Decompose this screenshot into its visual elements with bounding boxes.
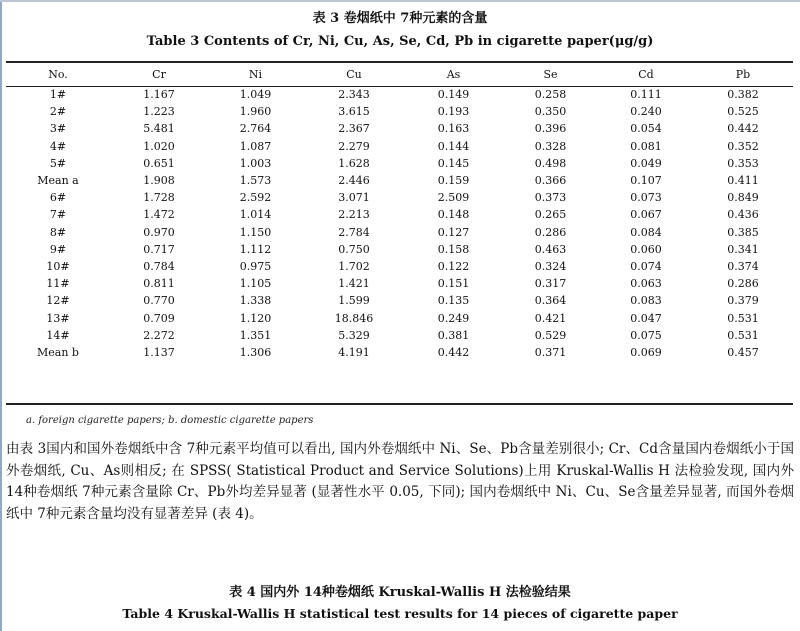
table-cell: 1.120 xyxy=(239,311,272,325)
table-cell: 0.151 xyxy=(437,277,470,291)
row-label: 4# xyxy=(49,139,67,153)
table-cell: 0.240 xyxy=(630,105,662,119)
column-header: Cu xyxy=(346,67,362,81)
table-row xyxy=(6,120,793,137)
table-cell: 1.223 xyxy=(143,105,175,119)
left-border xyxy=(0,0,2,631)
table-cell: 3.615 xyxy=(338,105,370,119)
table-cell: 0.709 xyxy=(143,311,175,325)
table-cell: 0.975 xyxy=(239,259,272,273)
table-cell: 2.213 xyxy=(338,208,370,222)
table-row xyxy=(6,189,793,206)
table-cell: 0.784 xyxy=(143,259,175,273)
table-cell: 5.329 xyxy=(338,328,370,342)
table-row xyxy=(6,172,793,189)
table-cell: 0.463 xyxy=(534,242,567,256)
table-cell: 0.148 xyxy=(437,208,470,222)
table-cell: 0.442 xyxy=(437,345,470,359)
table-cell: 1.112 xyxy=(239,242,272,256)
table-cell: 1.137 xyxy=(143,345,175,359)
table-cell: 0.249 xyxy=(437,311,470,325)
table-cell: 0.265 xyxy=(534,208,567,222)
table-cell: 0.145 xyxy=(437,156,470,170)
table-cell: 4.191 xyxy=(338,345,370,359)
table3-caption-en: Table 3 Contents of Cr, Ni, Cu, As, Se, Cd, Pb in cigarette paper(μg/g) xyxy=(146,34,654,49)
table-cell: 0.374 xyxy=(727,259,759,273)
table-cell: 1.908 xyxy=(143,174,175,188)
table-cell: 0.385 xyxy=(727,225,759,239)
column-header: Pb xyxy=(735,67,751,81)
table-cell: 0.498 xyxy=(534,156,567,170)
table-cell: 0.258 xyxy=(534,88,567,102)
table-cell: 0.379 xyxy=(727,294,759,308)
row-label: Mean a xyxy=(37,174,79,188)
row-label: 1# xyxy=(49,88,67,102)
table-cell: 0.352 xyxy=(727,139,759,153)
table-cell: 2.367 xyxy=(338,122,370,136)
table-cell: 1.728 xyxy=(143,191,175,205)
table-cell: 0.135 xyxy=(437,294,470,308)
row-label: 12# xyxy=(46,294,70,308)
table-cell: 0.149 xyxy=(437,88,470,102)
table-cell: 1.628 xyxy=(338,156,370,170)
table-row xyxy=(6,155,793,172)
table-cell: 0.286 xyxy=(534,225,567,239)
table-cell: 1.573 xyxy=(239,174,272,188)
table-cell: 0.717 xyxy=(143,242,175,256)
row-label: 2# xyxy=(49,105,67,119)
table-cell: 2.272 xyxy=(143,328,175,342)
table-cell: 5.481 xyxy=(143,122,175,136)
table-cell: 0.069 xyxy=(630,345,662,359)
table-cell: 0.750 xyxy=(338,242,370,256)
row-label: 5# xyxy=(49,156,67,170)
table-cell: 0.144 xyxy=(437,139,470,153)
table-cell: 1.960 xyxy=(239,105,272,119)
table-cell: 0.317 xyxy=(534,277,567,291)
table-cell: 0.084 xyxy=(630,225,662,239)
table-cell: 0.442 xyxy=(727,122,759,136)
table-cell: 1.306 xyxy=(239,345,272,359)
table-cell: 0.531 xyxy=(727,328,759,342)
table-row xyxy=(6,86,793,103)
table-cell: 0.063 xyxy=(630,277,662,291)
table-cell: 0.047 xyxy=(630,311,662,325)
table-cell: 0.074 xyxy=(630,259,662,273)
table-cell: 0.811 xyxy=(143,277,175,291)
table-cell: 0.049 xyxy=(630,156,662,170)
table-cell: 1.351 xyxy=(239,328,272,342)
table-cell: 0.396 xyxy=(534,122,567,136)
table-cell: 1.087 xyxy=(239,139,272,153)
row-label: 6# xyxy=(49,191,67,205)
table-cell: 0.525 xyxy=(727,105,759,119)
row-label: 8# xyxy=(49,225,67,239)
table4-caption-cn: 表 4 国内外 14种卷烟纸 Kruskal-Wallis H 法检验结果 xyxy=(229,585,571,600)
table-cell: 2.279 xyxy=(338,139,370,153)
row-label: 9# xyxy=(49,242,67,256)
table-cell: 3.071 xyxy=(338,191,370,205)
table-cell: 0.529 xyxy=(534,328,567,342)
table-cell: 2.784 xyxy=(338,225,370,239)
column-header: As xyxy=(446,67,461,81)
table-row xyxy=(6,327,793,344)
table-cell: 1.105 xyxy=(239,277,272,291)
table-row xyxy=(6,344,793,361)
table3-body xyxy=(6,86,793,361)
table-row xyxy=(6,138,793,155)
table-cell: 1.472 xyxy=(143,208,175,222)
table-cell: 0.163 xyxy=(437,122,470,136)
row-label: Mean b xyxy=(37,345,79,359)
table-cell: 0.371 xyxy=(534,345,567,359)
table-cell: 1.014 xyxy=(239,208,272,222)
table-cell: 0.373 xyxy=(534,191,567,205)
table-cell: 0.075 xyxy=(630,328,662,342)
table3 xyxy=(6,62,793,361)
table3-header-row xyxy=(6,62,793,86)
table-cell: 0.350 xyxy=(534,105,567,119)
top-border xyxy=(0,0,800,2)
table-row xyxy=(6,258,793,275)
table-cell: 0.083 xyxy=(630,294,662,308)
table-cell: 0.364 xyxy=(534,294,567,308)
table-cell: 0.111 xyxy=(630,88,662,102)
table-cell: 0.970 xyxy=(143,225,175,239)
table-row xyxy=(6,275,793,292)
table-row xyxy=(6,241,793,258)
table-cell: 1.049 xyxy=(239,88,272,102)
row-label: 10# xyxy=(46,259,70,273)
table-cell: 0.054 xyxy=(630,122,662,136)
table-cell: 0.457 xyxy=(727,345,759,359)
table-cell: 0.353 xyxy=(727,156,759,170)
table-cell: 0.849 xyxy=(727,191,759,205)
table-cell: 0.382 xyxy=(727,88,759,102)
table-cell: 2.343 xyxy=(338,88,370,102)
table-cell: 0.366 xyxy=(534,174,567,188)
table-cell: 0.324 xyxy=(534,259,567,273)
column-header: No. xyxy=(48,67,68,81)
row-label: 3# xyxy=(49,122,67,136)
table-cell: 1.167 xyxy=(143,88,175,102)
table3-caption-cn: 表 3 卷烟纸中 7种元素的含量 xyxy=(312,11,488,26)
table-cell: 0.381 xyxy=(437,328,470,342)
table-cell: 0.651 xyxy=(143,156,175,170)
table-row xyxy=(6,292,793,309)
table-cell: 2.509 xyxy=(437,191,470,205)
table-cell: 18.846 xyxy=(334,311,374,325)
table4-caption-en: Table 4 Kruskal-Wallis H statistical test results for 14 pieces of cigarette paper xyxy=(122,606,678,621)
table-cell: 0.081 xyxy=(630,139,662,153)
table-row xyxy=(6,103,793,120)
table-cell: 0.159 xyxy=(437,174,470,188)
table-cell: 0.286 xyxy=(727,277,759,291)
table-row xyxy=(6,206,793,223)
row-label: 13# xyxy=(46,311,70,325)
table-cell: 0.436 xyxy=(727,208,759,222)
column-header: Ni xyxy=(248,67,263,81)
table-cell: 0.411 xyxy=(727,174,759,188)
table-cell: 0.328 xyxy=(534,139,567,153)
column-header: Cd xyxy=(638,67,654,81)
row-label: 11# xyxy=(46,277,70,291)
row-label: 7# xyxy=(49,208,67,222)
table-cell: 1.599 xyxy=(338,294,370,308)
row-label: 14# xyxy=(46,328,70,342)
table-cell: 0.107 xyxy=(630,174,662,188)
table-cell: 0.073 xyxy=(630,191,662,205)
table-cell: 1.421 xyxy=(338,277,370,291)
table-cell: 1.702 xyxy=(338,259,370,273)
column-header: Se xyxy=(543,67,558,81)
table-cell: 0.060 xyxy=(630,242,662,256)
table-cell: 0.158 xyxy=(437,242,470,256)
table-cell: 0.067 xyxy=(630,208,662,222)
table-cell: 0.770 xyxy=(143,294,175,308)
table-cell: 1.150 xyxy=(239,225,272,239)
table-cell: 0.127 xyxy=(437,225,470,239)
table-cell: 0.341 xyxy=(727,242,759,256)
table-cell: 2.764 xyxy=(239,122,272,136)
table-cell: 0.421 xyxy=(534,311,567,325)
table-cell: 1.020 xyxy=(143,139,175,153)
table-row xyxy=(6,224,793,241)
table-cell: 2.592 xyxy=(239,191,272,205)
table-row xyxy=(6,309,793,326)
table3-bottom-rule xyxy=(6,403,793,405)
column-header: Cr xyxy=(152,67,166,81)
table-cell: 0.122 xyxy=(437,259,470,273)
body-paragraph: 由表 3国内和国外卷烟纸中含 7种元素平均值可以看出, 国内外卷烟纸中 Ni、Se、Pb含量差别很小; Cr、Cd含量国内卷烟纸小于国外卷烟纸, Cu、As则相反; 在 SPSS( Statistical Product and Service Solutions)上用 Kruskal-Wallis H 法检验发现, 国内外 14种卷烟纸 7种元素含量除 Cr、Pb外均差异显著 (显著性水平 0.05, 下同); 国内卷烟纸中 Ni、Cu、Se含量差异显著, 而国外卷烟纸中 7种元素含量均没有显著差异 (表 4)。 xyxy=(6,441,794,523)
table-cell: 1.338 xyxy=(239,294,272,308)
table-cell: 1.003 xyxy=(239,156,272,170)
table-cell: 0.531 xyxy=(727,311,759,325)
table-cell: 0.193 xyxy=(437,105,470,119)
table3-footnote: a. foreign cigarette papers; b. domestic cigarette papers xyxy=(26,415,314,426)
table-cell: 2.446 xyxy=(338,174,370,188)
